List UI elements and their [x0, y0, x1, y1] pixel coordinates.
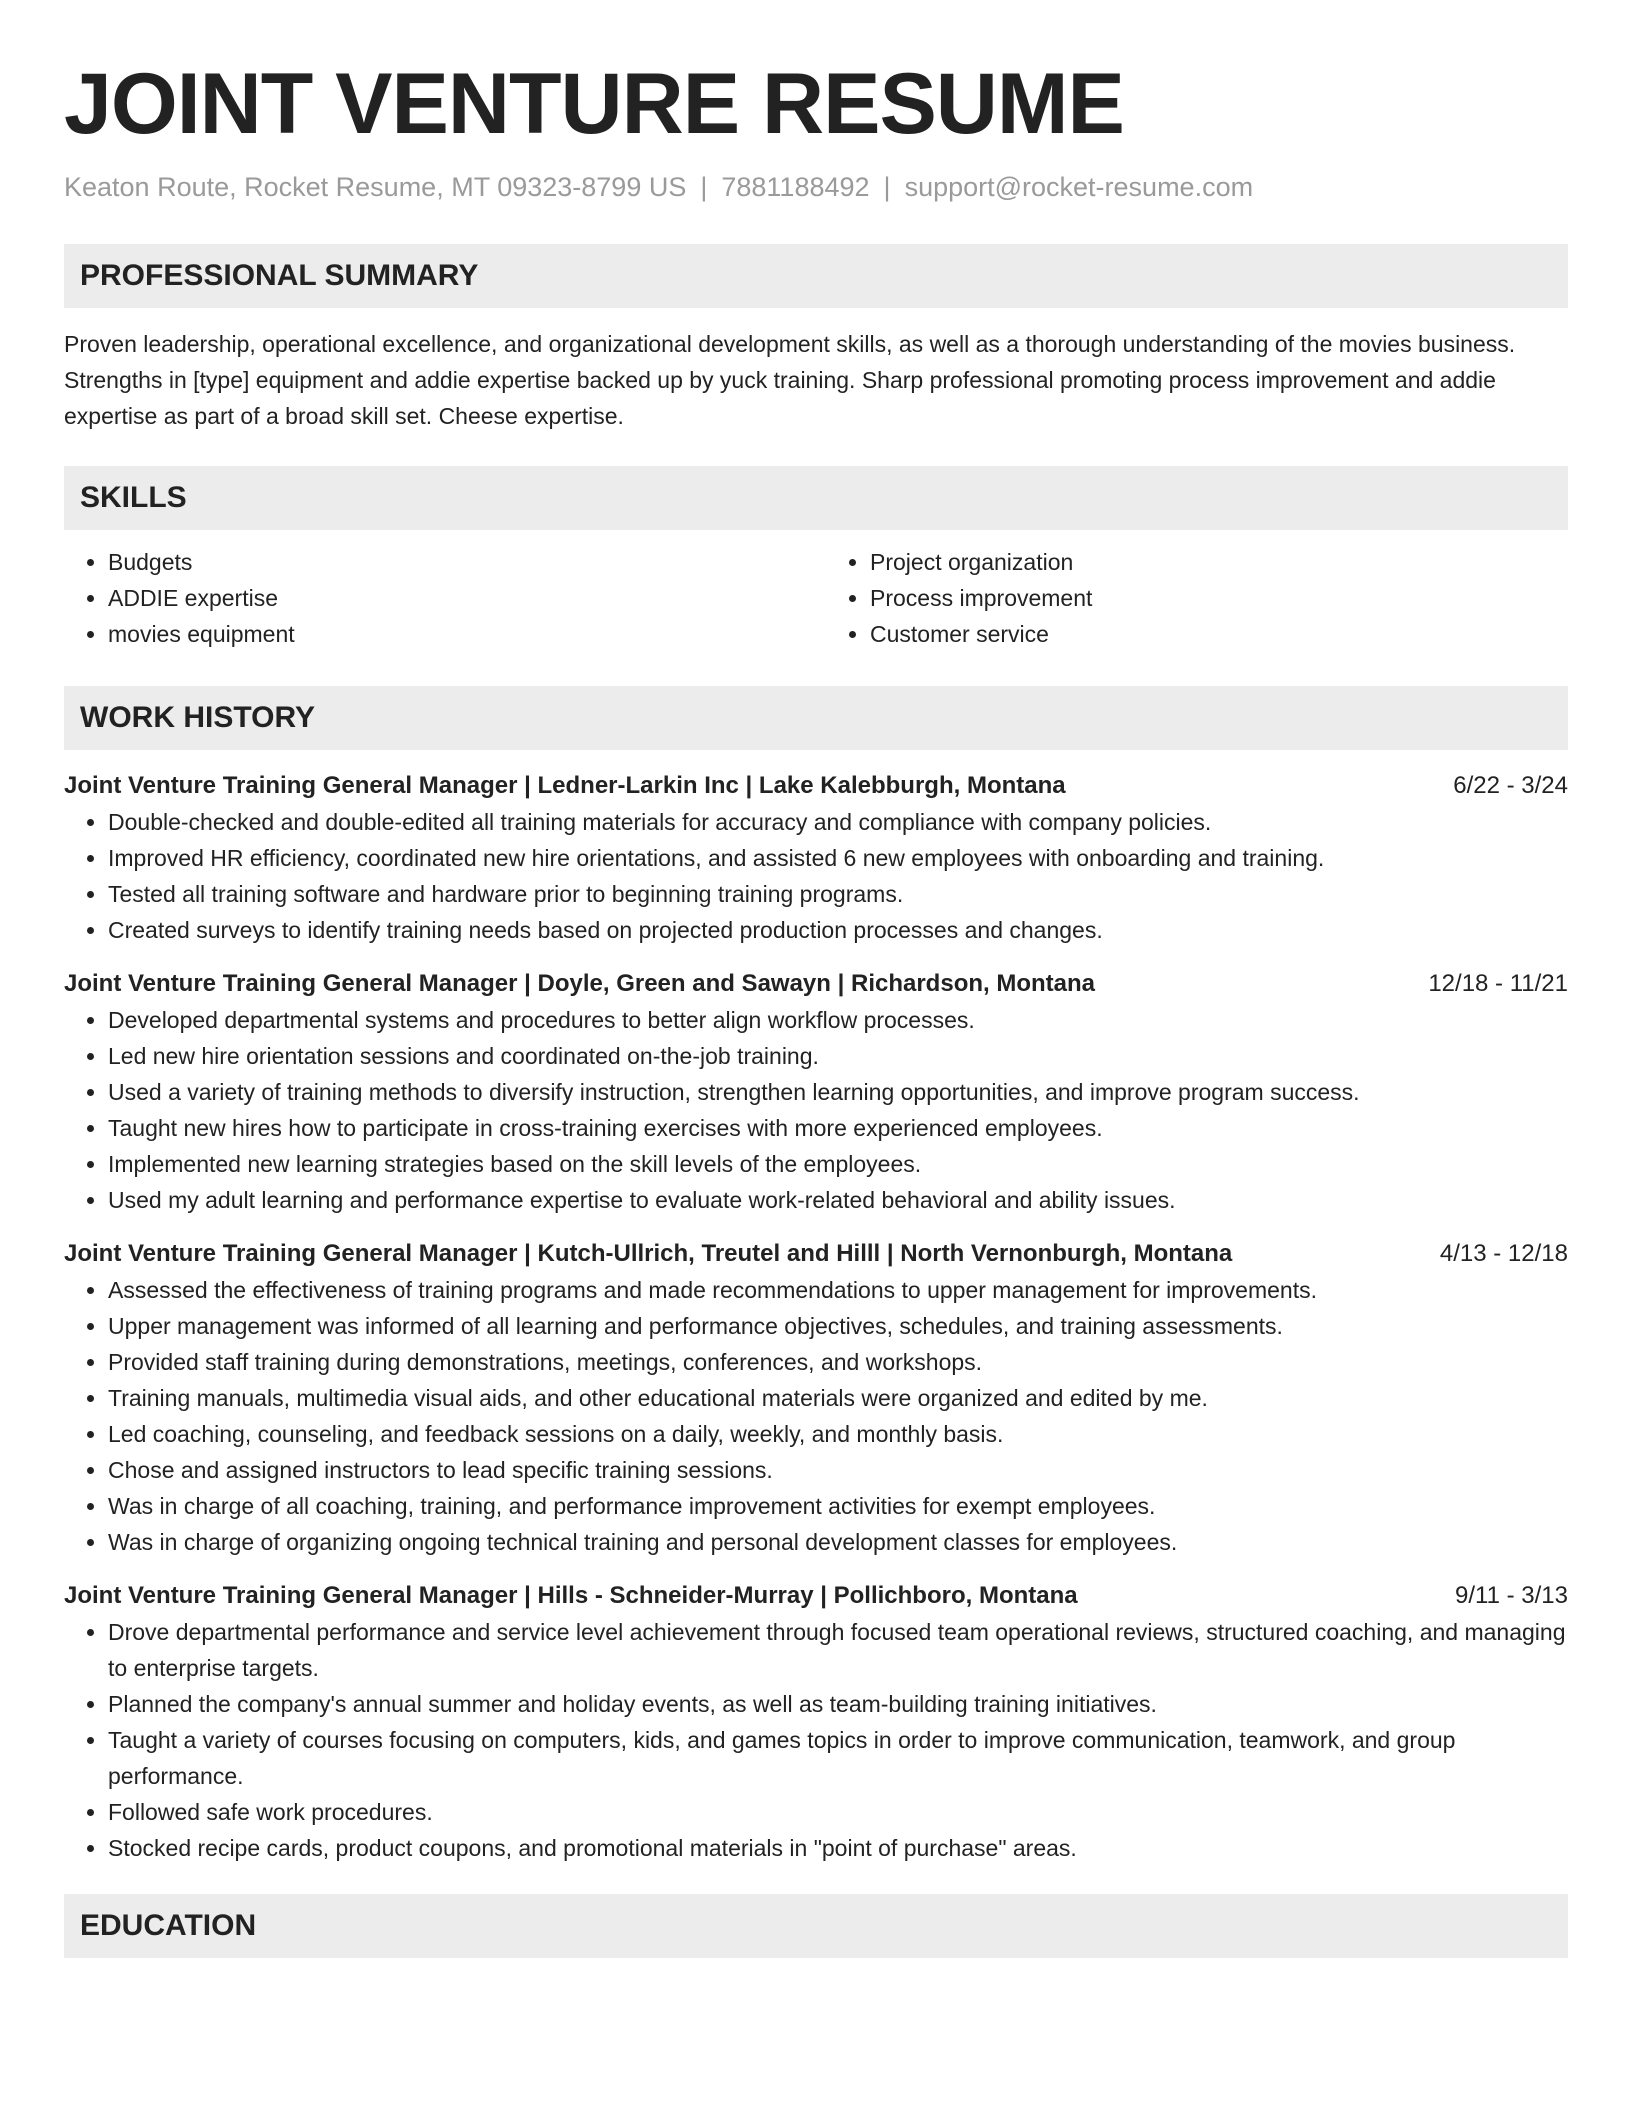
job-bullet-list — [64, 1614, 1568, 1866]
job-bullet: • Chose and assigned instructors to lead specific training sessions. — [108, 1452, 1568, 1488]
job-bullet: • Improved HR efficiency, coordinated new hire orientations, and assisted 6 new employees with onboarding and training. — [108, 840, 1568, 876]
job-bullet: • Double-checked and double-edited all training materials for accuracy and compliance with company policies. — [108, 804, 1568, 840]
job-bullet-list — [64, 804, 1568, 948]
job-bullet: • Taught new hires how to participate in cross-training exercises with more experienced employees. — [108, 1110, 1568, 1146]
job-title: Joint Venture Training General Manager | Ledner-Larkin Inc | Lake Kalebburgh, Montana — [64, 772, 1066, 799]
job-header — [64, 1578, 1568, 1614]
job-entry — [64, 966, 1568, 1218]
contact-address: Keaton Route, Rocket Resume, MT 09323-8799 US — [64, 172, 687, 202]
summary-text: Proven leadership, operational excellence, and organizational development skills, as well as a thorough understanding of the movies business. Strengths in [type] equipment and addie expertise backed up by yuck training. Sharp professional promoting process improvement and addie expertise as part of a broad skill set. Cheese expertise. — [64, 331, 1516, 429]
job-title: Joint Venture Training General Manager | Hills - Schneider-Murray | Pollichboro, Montana — [64, 1582, 1078, 1609]
job-dates: 9/11 - 3/13 — [1455, 1582, 1568, 1609]
job-dates: 12/18 - 11/21 — [1428, 970, 1568, 997]
skill-item: • Project organization — [870, 544, 1568, 580]
job-bullet-list — [64, 1002, 1568, 1218]
job-entry — [64, 768, 1568, 948]
job-dates: 4/13 - 12/18 — [1439, 1240, 1568, 1267]
skills-grid — [64, 544, 1568, 652]
job-entry — [64, 1578, 1568, 1866]
job-bullet: • Implemented new learning strategies based on the skill levels of the employees. — [108, 1146, 1568, 1182]
skills-section-header: SKILLS — [64, 466, 1568, 530]
skills-list-left — [64, 544, 806, 652]
resume-title: JOINT VENTURE RESUME — [64, 56, 1124, 152]
job-bullet: • Used my adult learning and performance expertise to evaluate work-related behavioral and ability issues. — [108, 1182, 1568, 1218]
job-bullet: • Tested all training software and hardware prior to beginning training programs. — [108, 876, 1568, 912]
job-bullet: • Training manuals, multimedia visual aids, and other educational materials were organized and edited by me. — [108, 1380, 1568, 1416]
job-header — [64, 768, 1568, 804]
job-bullet: • Was in charge of organizing ongoing technical training and personal development classes for employees. — [108, 1524, 1568, 1560]
resume-page — [64, 56, 1568, 1958]
job-bullet: • Was in charge of all coaching, training, and performance improvement activities for exempt employees. — [108, 1488, 1568, 1524]
job-bullet: • Drove departmental performance and service level achievement through focused team operational reviews, structured coaching, and managing to enterprise targets. — [108, 1614, 1568, 1686]
work-history-section-header: WORK HISTORY — [64, 686, 1568, 750]
summary-section-header: PROFESSIONAL SUMMARY — [64, 244, 1568, 308]
job-bullet: • Used a variety of training methods to diversify instruction, strengthen learning opportunities, and improve program success. — [108, 1074, 1568, 1110]
job-bullet: • Led coaching, counseling, and feedback sessions on a daily, weekly, and monthly basis. — [108, 1416, 1568, 1452]
job-bullet: • Taught a variety of courses focusing on computers, kids, and games topics in order to improve communication, teamwork, and group performance. — [108, 1722, 1568, 1794]
job-entry — [64, 1236, 1568, 1560]
job-title: Joint Venture Training General Manager | Doyle, Green and Sawayn | Richardson, Montana — [64, 970, 1096, 997]
job-bullet: • Upper management was informed of all learning and performance objectives, schedules, and training assessments. — [108, 1308, 1568, 1344]
job-bullet: • Created surveys to identify training needs based on projected production processes and changes. — [108, 912, 1568, 948]
skill-item: • Budgets — [108, 544, 806, 580]
contact-phone: 7881188492 — [721, 172, 870, 202]
job-bullet: • Led new hire orientation sessions and coordinated on-the-job training. — [108, 1038, 1568, 1074]
job-header — [64, 1236, 1568, 1272]
contact-email: support@rocket-resume.com — [904, 172, 1254, 202]
skill-item: • movies equipment — [108, 616, 806, 652]
job-bullet: • Developed departmental systems and procedures to better align workflow processes. — [108, 1002, 1568, 1038]
contact-line — [64, 170, 1568, 204]
skill-item: • Customer service — [870, 616, 1568, 652]
skill-item: • Process improvement — [870, 580, 1568, 616]
job-title: Joint Venture Training General Manager | Kutch-Ullrich, Treutel and Hilll | North Vernonburgh, Montana — [64, 1240, 1233, 1267]
job-bullet: • Stocked recipe cards, product coupons, and promotional materials in "point of purchase" areas. — [108, 1830, 1568, 1866]
job-dates: 6/22 - 3/24 — [1453, 772, 1568, 799]
contact-separator: | — [700, 172, 708, 202]
skills-list-right — [826, 544, 1568, 652]
contact-separator: | — [883, 172, 891, 202]
job-bullet: • Followed safe work procedures. — [108, 1794, 1568, 1830]
job-bullet: • Provided staff training during demonstrations, meetings, conferences, and workshops. — [108, 1344, 1568, 1380]
job-bullet: • Assessed the effectiveness of training programs and made recommendations to upper management for improvements. — [108, 1272, 1568, 1308]
job-bullet: • Planned the company's annual summer and holiday events, as well as team-building training initiatives. — [108, 1686, 1568, 1722]
job-header — [64, 966, 1568, 1002]
job-bullet-list — [64, 1272, 1568, 1560]
education-section-header: EDUCATION — [64, 1894, 1568, 1958]
skill-item: • ADDIE expertise — [108, 580, 806, 616]
